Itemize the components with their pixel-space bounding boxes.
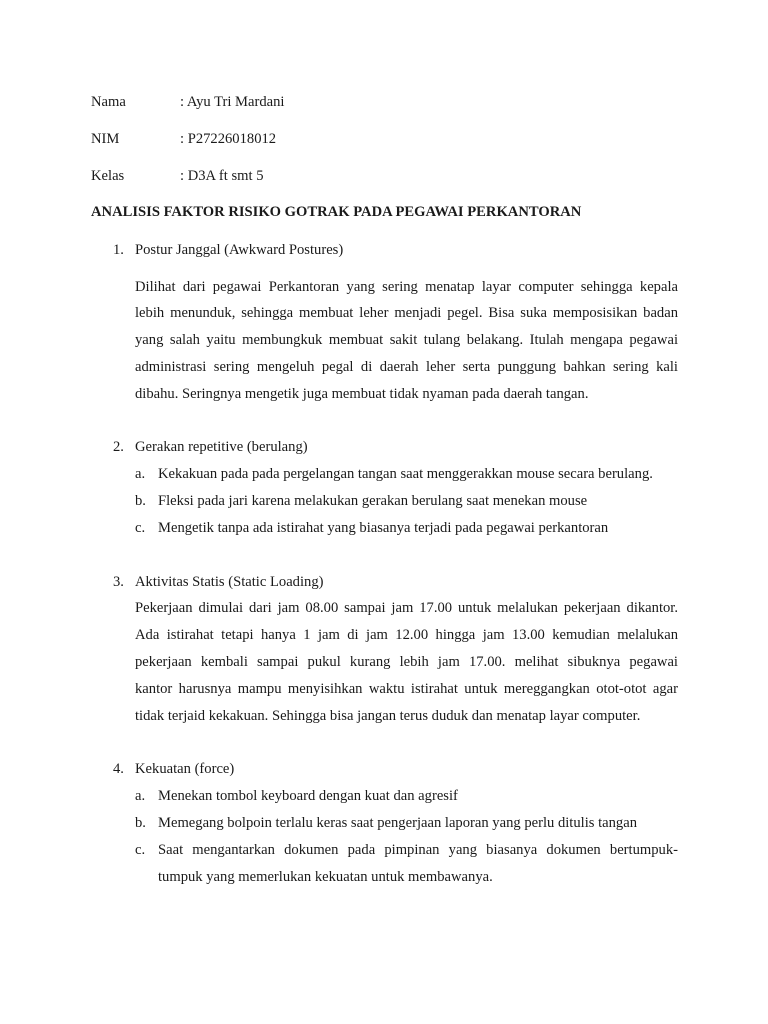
section-2-item-b: Fleksi pada jari karena melakukan gerakan berulang saat menekan mouse (158, 493, 588, 509)
section-1-line-2: lebih menunduk, sehingga membuat leher menjadi pegel. Bisa suka memposisikan badan (135, 305, 678, 321)
section-1-line-5: dibahu. Seringnya mengetik juga membuat tidak nyaman pada daerah tangan. (135, 386, 589, 402)
section-4-item-b-marker: b. (135, 815, 146, 831)
section-1-number: 1. (113, 242, 124, 258)
section-1-line-3: yang salah yaitu membungkuk membuat sakit tulang belakang. Itulah mengapa pegawai (135, 332, 678, 348)
section-1-line-4: administrasi sering mengeluh pegal di daerah leher serta punggung bahkan sering kali (135, 359, 678, 375)
section-2-item-a-marker: a. (135, 466, 146, 482)
section-1-heading: Postur Janggal (Awkward Postures) (135, 242, 344, 258)
section-4-item-a-marker: a. (135, 788, 146, 804)
section-4-item-b: Memegang bolpoin terlalu keras saat pengerjaan laporan yang perlu ditulis tangan (158, 815, 637, 831)
section-3-number: 3. (113, 574, 124, 590)
document-title: ANALISIS FAKTOR RISIKO GOTRAK PADA PEGAWAI PERKANTORAN (91, 204, 582, 220)
section-3-line-3: pekerjaan kembali sampai pukul kurang lebih jam 17.00. melihat sibuknya pegawai (135, 654, 678, 670)
section-4-item-c: Saat mengantarkan dokumen pada pimpinan yang biasanya dokumen bertumpuk- (158, 842, 678, 858)
section-1-line-1: Dilihat dari pegawai Perkantoran yang sering menatap layar computer sehingga kepala (135, 279, 678, 295)
nim-label: NIM (91, 131, 120, 147)
section-3-line-1: Pekerjaan dimulai dari jam 08.00 sampai jam 17.00 untuk melalukan pekerjaan dikantor. (135, 600, 678, 616)
nama-value: : Ayu Tri Mardani (180, 94, 285, 110)
section-3-line-5: tidak terjaid kekakuan. Sehingga bisa jangan terus duduk dan menatap layar computer. (135, 708, 641, 724)
section-4-item-c-marker: c. (135, 842, 146, 858)
section-4-item-c-continuation: tumpuk yang memerlukan kekuatan untuk membawanya. (158, 869, 493, 885)
section-4-number: 4. (113, 761, 124, 777)
section-3-heading: Aktivitas Statis (Static Loading) (135, 574, 324, 590)
section-2-item-b-marker: b. (135, 493, 146, 509)
nim-value: : P27226018012 (180, 131, 277, 147)
section-2-item-a: Kekakuan pada pada pergelangan tangan saat menggerakkan mouse secara berulang. (158, 466, 653, 482)
kelas-value: : D3A ft smt 5 (180, 168, 264, 184)
section-3-line-4: kantor harusnya mampu menyisihkan waktu istirahat untuk mereggangkan otot-otot agar (135, 681, 678, 697)
section-2-number: 2. (113, 439, 124, 455)
section-2-heading: Gerakan repetitive (berulang) (135, 439, 308, 455)
kelas-label: Kelas (91, 168, 125, 184)
section-3-line-2: Ada istirahat tetapi hanya 1 jam di jam 12.00 hingga jam 13.00 kemudian melalukan (135, 627, 678, 643)
section-4-item-a: Menekan tombol keyboard dengan kuat dan agresif (158, 788, 458, 804)
section-2-item-c-marker: c. (135, 520, 146, 536)
section-4-heading: Kekuatan (force) (135, 761, 235, 777)
section-2-item-c: Mengetik tanpa ada istirahat yang biasanya terjadi pada pegawai perkantoran (158, 520, 609, 536)
nama-label: Nama (91, 94, 126, 110)
